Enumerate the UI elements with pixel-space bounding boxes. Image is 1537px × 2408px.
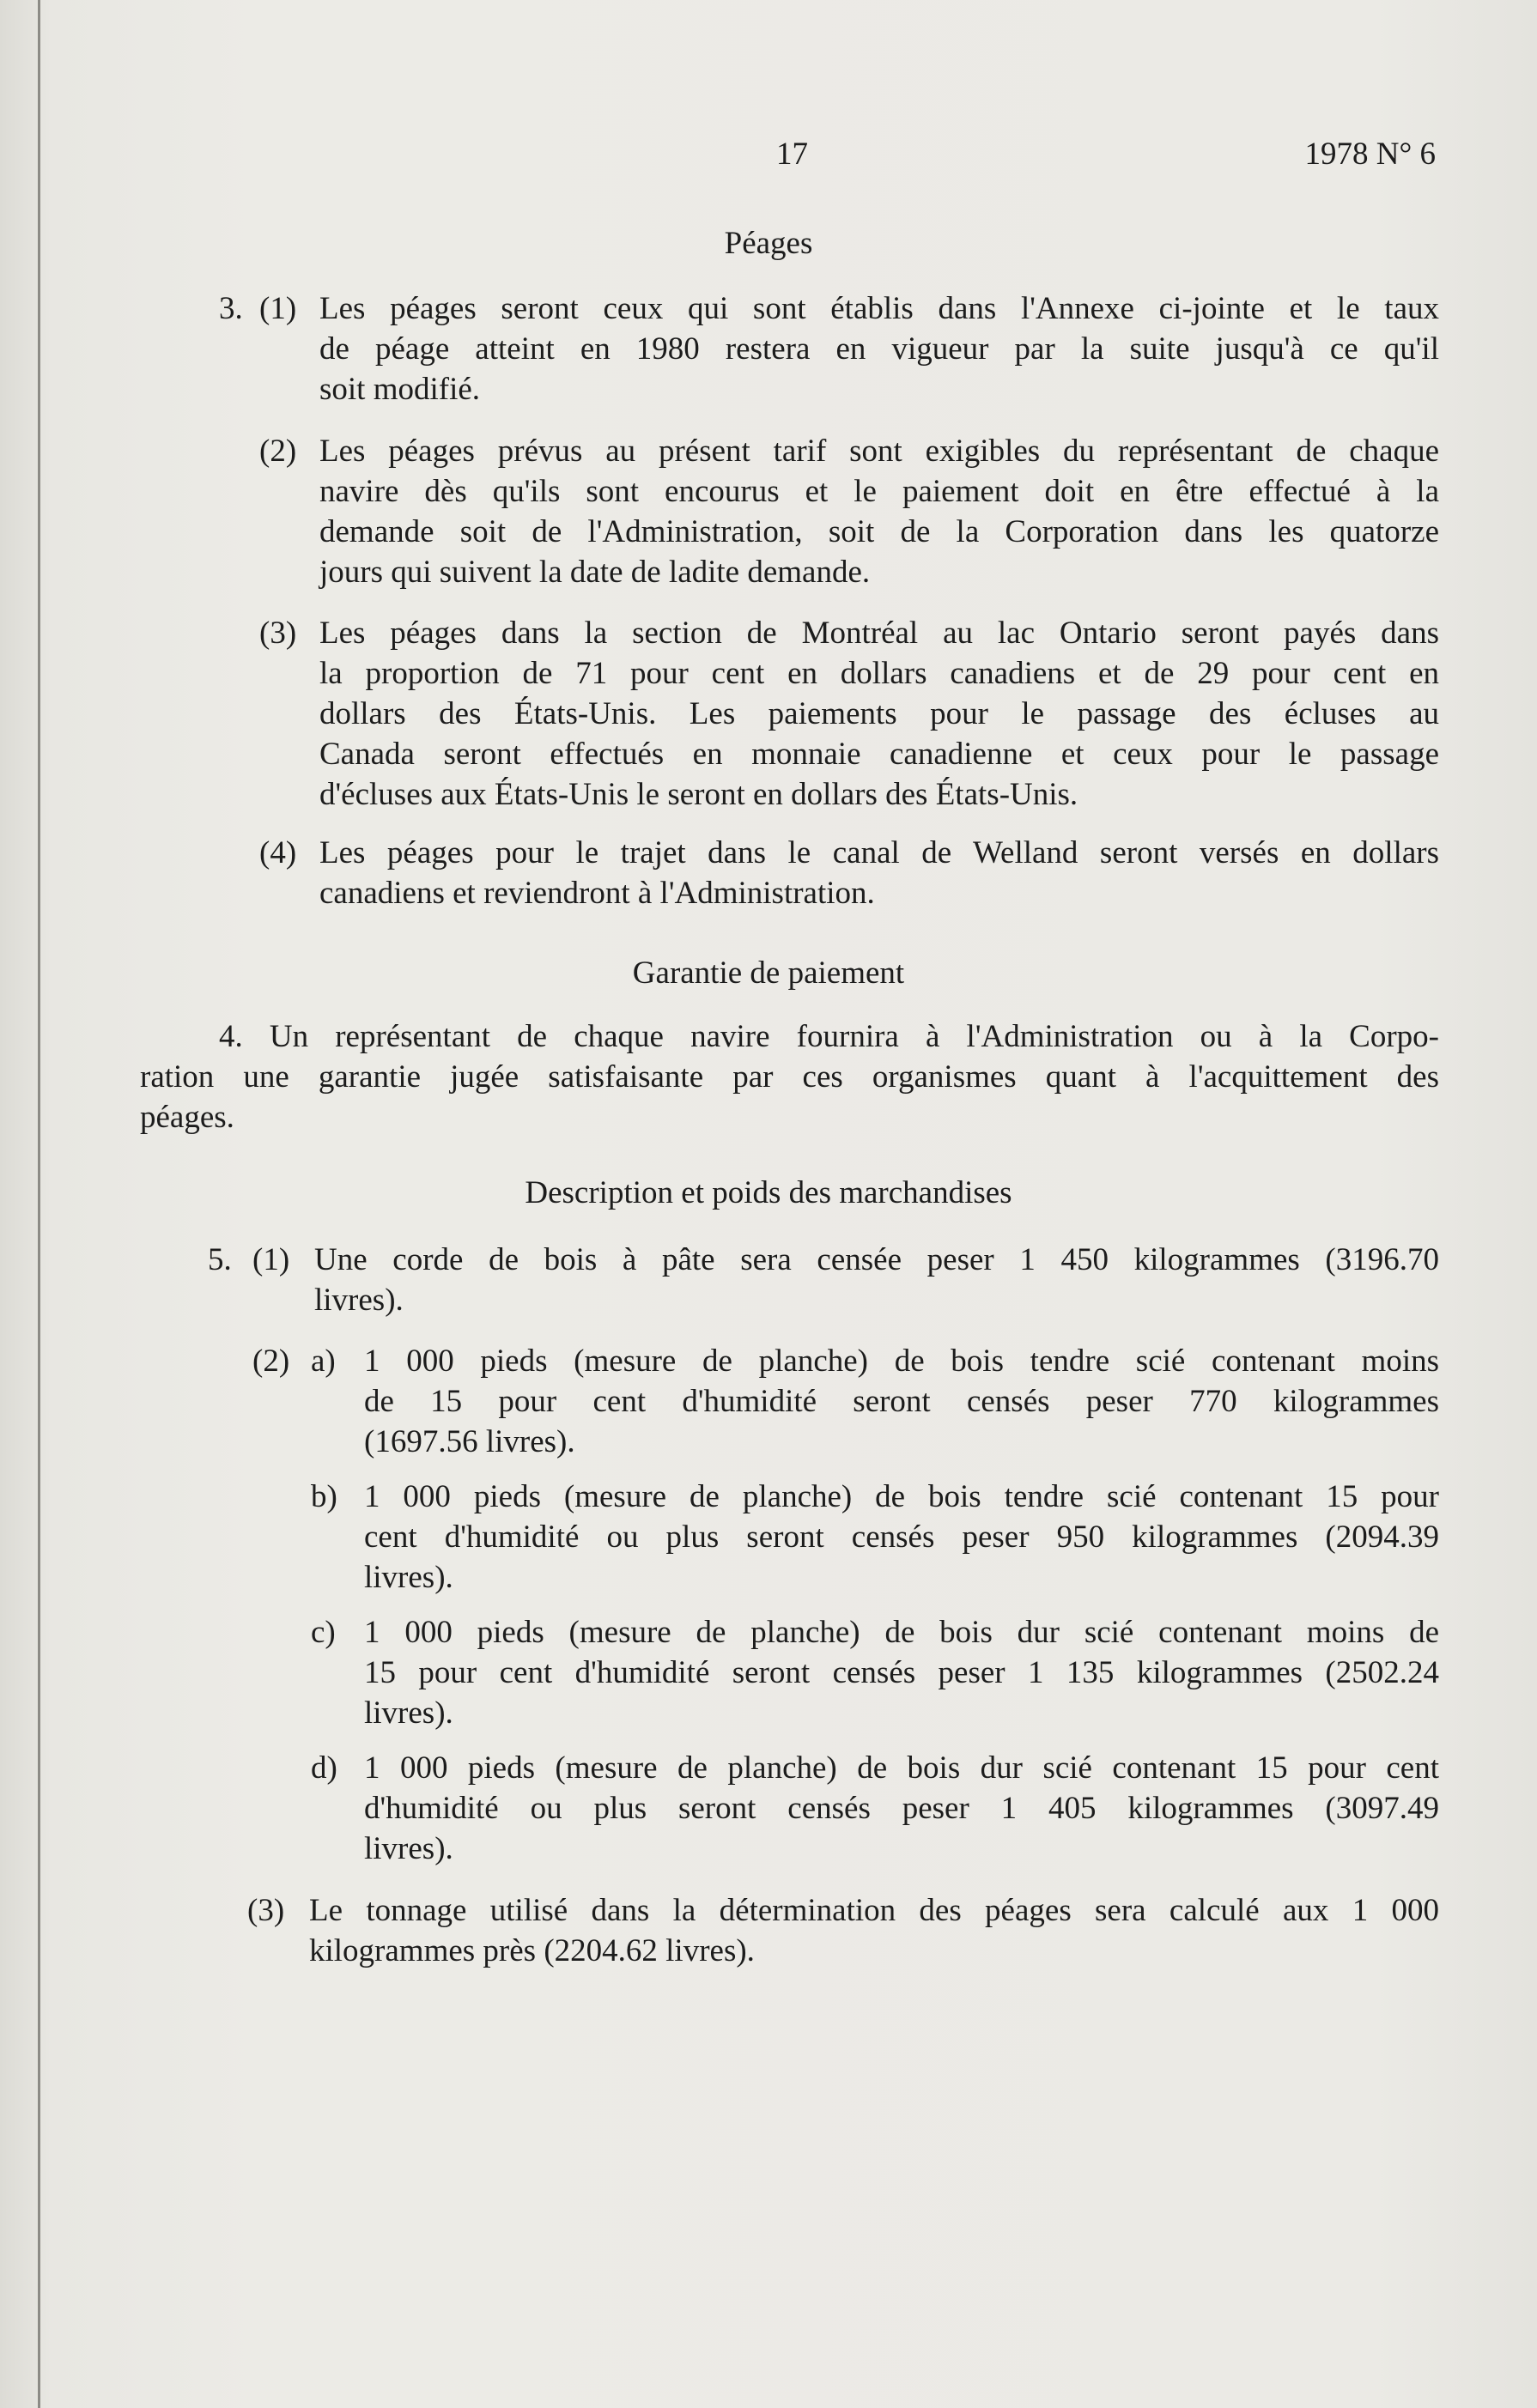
text-line: Une corde de bois à pâte sera censée peser 1 450 kilogrammes (3196.70 (314, 1242, 1439, 1277)
item-label-c: c) (311, 1615, 336, 1650)
text-line: ration une garantie jugée satisfaisante par ces organismes quant à l'acquittement des (140, 1059, 1439, 1095)
item-label-d: d) (311, 1750, 337, 1786)
text-line: 4. Un représentant de chaque navire fournira à l'Administration ou à la Corpo- (219, 1019, 1439, 1054)
text-line: d'humidité ou plus seront censés peser 1 405 kilogrammes (3097.49 (364, 1791, 1439, 1826)
text-line: de 15 pour cent d'humidité seront censés peser 770 kilogrammes (364, 1384, 1439, 1419)
para-3-3 (319, 613, 1439, 815)
section-heading-peages: Péages (724, 226, 813, 261)
issue-number: 1978 N° 6 (1304, 136, 1436, 172)
para-4 (140, 1016, 1439, 1137)
text-line: Les péages prévus au présent tarif sont exigibles du représentant de chaque (319, 434, 1439, 469)
text-line: la proportion de 71 pour cent en dollars canadiens et de 29 pour cent en (319, 656, 1439, 691)
text-line: Les péages dans la section de Montréal au lac Ontario seront payés dans (319, 616, 1439, 651)
para-label-5-2: (2) (252, 1344, 290, 1379)
text-line: soit modifié. (319, 372, 481, 407)
section-heading-description: Description et poids des marchandises (525, 1175, 1012, 1210)
para-label-5-3: (3) (247, 1893, 285, 1928)
text-line: Les péages pour le trajet dans le canal de Welland seront versés en dollars (319, 835, 1439, 870)
text-line: jours qui suivent la date de ladite demande. (319, 555, 871, 590)
text-line: Le tonnage utilisé dans la détermination des péages sera calculé aux 1 000 (309, 1893, 1439, 1928)
text-line: demande soit de l'Administration, soit de la Corporation dans les quatorze (319, 514, 1439, 549)
text-line: canadiens et reviendront à l'Administration. (319, 876, 875, 911)
para-5-1 (314, 1240, 1439, 1320)
item-a (364, 1341, 1439, 1462)
text-line: 1 000 pieds (mesure de planche) de bois tendre scié contenant moins (364, 1344, 1439, 1379)
text-line: navire dès qu'ils sont encourus et le paiement doit en être effectué à la (319, 474, 1439, 509)
text-line: livres). (364, 1831, 453, 1866)
section-number-5: 5. (208, 1242, 232, 1277)
text-line: Canada seront effectués en monnaie canadienne et ceux pour le passage (319, 737, 1439, 772)
item-d (364, 1748, 1439, 1869)
para-3-4 (319, 833, 1439, 913)
text-line: livres). (314, 1283, 404, 1318)
text-line: 1 000 pieds (mesure de planche) de bois dur scié contenant moins de (364, 1615, 1439, 1650)
section-heading-garantie: Garantie de paiement (632, 955, 905, 991)
text-line: cent d'humidité ou plus seront censés peser 950 kilogrammes (2094.39 (364, 1519, 1439, 1555)
text-line: livres). (364, 1560, 453, 1595)
page-number: 17 (776, 136, 808, 172)
para-label-3-2: (2) (259, 434, 297, 469)
para-5-3 (309, 1890, 1439, 1971)
para-label-5-1: (1) (252, 1242, 290, 1277)
para-label-3-3: (3) (259, 616, 297, 651)
para-3-1 (319, 288, 1439, 409)
item-label-a: a) (311, 1344, 336, 1379)
text-line: dollars des États-Unis. Les paiements pour le passage des écluses au (319, 696, 1439, 731)
para-label-3-1: (1) (259, 291, 297, 326)
item-c (364, 1612, 1439, 1733)
text-line: (1697.56 livres). (364, 1424, 575, 1459)
text-line: d'écluses aux États-Unis le seront en dollars des États-Unis. (319, 777, 1078, 812)
text-line: de péage atteint en 1980 restera en vigueur par la suite jusqu'à ce qu'il (319, 331, 1439, 367)
text-line: Les péages seront ceux qui sont établis dans l'Annexe ci-jointe et le taux (319, 291, 1439, 326)
section-number-3: 3. (219, 291, 243, 326)
text-line: livres). (364, 1695, 453, 1731)
item-b (364, 1477, 1439, 1598)
item-label-b: b) (311, 1479, 337, 1514)
text-line: kilogrammes près (2204.62 livres). (309, 1933, 755, 1968)
text-line: 1 000 pieds (mesure de planche) de bois dur scié contenant 15 pour cent (364, 1750, 1439, 1786)
text-line: 15 pour cent d'humidité seront censés peser 1 135 kilogrammes (2502.24 (364, 1655, 1439, 1690)
para-label-3-4: (4) (259, 835, 297, 870)
text-line: péages. (140, 1100, 234, 1135)
text-line: 1 000 pieds (mesure de planche) de bois tendre scié contenant 15 pour (364, 1479, 1439, 1514)
para-3-2 (319, 431, 1439, 592)
